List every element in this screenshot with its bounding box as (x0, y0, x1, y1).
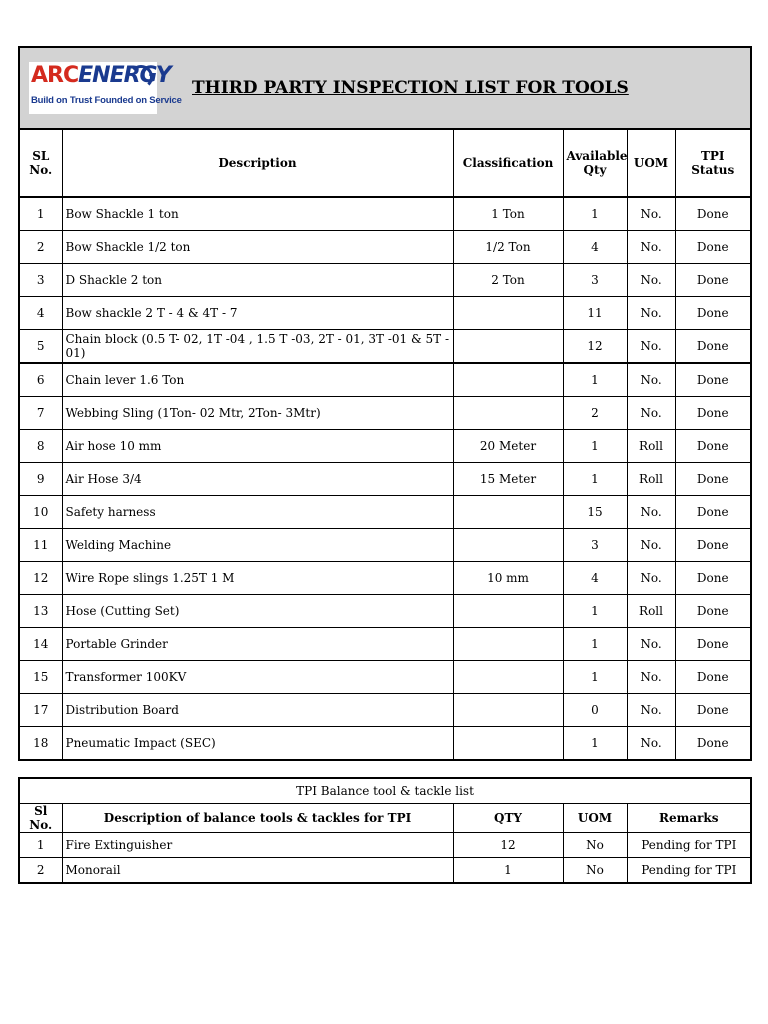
cell-status: Done (675, 529, 751, 562)
cell-qty: 11 (563, 297, 627, 330)
cell-sl: 18 (19, 727, 62, 761)
cell-classification (453, 727, 563, 761)
cell-qty: 4 (563, 231, 627, 264)
table-row (19, 529, 751, 562)
tpi-balance-table (18, 777, 752, 884)
cell-qty: 1 (563, 595, 627, 628)
cell-uom: No. (627, 694, 675, 727)
cell-qty: 1 (563, 363, 627, 397)
cell-description: Portable Grinder (62, 628, 453, 661)
cell-sl: 5 (19, 330, 62, 364)
cell-uom: Roll (627, 595, 675, 628)
col-description: Description (62, 129, 453, 197)
cell-uom: No (563, 858, 627, 884)
tpi-tools-table (18, 46, 752, 761)
cell-classification (453, 363, 563, 397)
cell-status: Done (675, 430, 751, 463)
cell-status: Done (675, 463, 751, 496)
col-qty: QTY (453, 804, 563, 833)
cell-uom: No. (627, 330, 675, 364)
cell-status: Done (675, 595, 751, 628)
col-uom: UOM (627, 129, 675, 197)
table-row (19, 833, 751, 858)
cell-status: Done (675, 727, 751, 761)
cell-sl: 8 (19, 430, 62, 463)
col-remarks: Remarks (627, 804, 751, 833)
cell-description: D Shackle 2 ton (62, 264, 453, 297)
cell-classification (453, 694, 563, 727)
cell-qty: 3 (563, 264, 627, 297)
cell-status: Done (675, 297, 751, 330)
cell-sl: 11 (19, 529, 62, 562)
cell-description: Air hose 10 mm (62, 430, 453, 463)
logo-swoosh-icon (129, 65, 153, 89)
arc-energy-logo: ARCENERGY Build on Trust Founded on Service (29, 62, 157, 114)
cell-classification (453, 496, 563, 529)
cell-uom: No (563, 833, 627, 858)
cell-status: Done (675, 197, 751, 231)
cell-description: Distribution Board (62, 694, 453, 727)
cell-description: Air Hose 3/4 (62, 463, 453, 496)
cell-remarks: Pending for TPI (627, 858, 751, 884)
cell-qty: 1 (563, 463, 627, 496)
table-row (19, 727, 751, 761)
cell-description: Hose (Cutting Set) (62, 595, 453, 628)
table-row (19, 430, 751, 463)
col-uom: UOM (563, 804, 627, 833)
cell-status: Done (675, 562, 751, 595)
cell-uom: No. (627, 496, 675, 529)
cell-sl: 10 (19, 496, 62, 529)
cell-status: Done (675, 628, 751, 661)
cell-uom: No. (627, 397, 675, 430)
table-row (19, 363, 751, 397)
table-row (19, 661, 751, 694)
cell-uom: Roll (627, 463, 675, 496)
cell-sl: 6 (19, 363, 62, 397)
cell-sl: 13 (19, 595, 62, 628)
cell-qty: 12 (563, 330, 627, 364)
cell-qty: 1 (563, 628, 627, 661)
cell-qty: 1 (563, 430, 627, 463)
table-row (19, 858, 751, 884)
cell-sl: 7 (19, 397, 62, 430)
cell-description: Chain block (0.5 T- 02, 1T -04 , 1.5 T -03, 2T - 01, 3T -01 & 5T - 01) (62, 330, 453, 364)
cell-uom: No. (627, 562, 675, 595)
cell-classification (453, 330, 563, 364)
column-header-row (19, 129, 751, 197)
table-row (19, 297, 751, 330)
cell-qty: 1 (453, 858, 563, 884)
cell-status: Done (675, 231, 751, 264)
cell-sl: 9 (19, 463, 62, 496)
cell-qty: 1 (563, 661, 627, 694)
col-tpi-status: TPI Status (675, 129, 751, 197)
table-row (19, 562, 751, 595)
table-row (19, 496, 751, 529)
cell-sl: 3 (19, 264, 62, 297)
cell-qty: 15 (563, 496, 627, 529)
table-row (19, 628, 751, 661)
table-row (19, 463, 751, 496)
cell-classification: 1/2 Ton (453, 231, 563, 264)
cell-status: Done (675, 363, 751, 397)
table-row (19, 397, 751, 430)
col-sl-no: SL No. (19, 129, 62, 197)
col-description: Description of balance tools & tackles for TPI (62, 804, 453, 833)
cell-qty: 0 (563, 694, 627, 727)
cell-uom: No. (627, 297, 675, 330)
cell-sl: 1 (19, 833, 62, 858)
cell-status: Done (675, 694, 751, 727)
col-classification: Classification (453, 129, 563, 197)
cell-uom: No. (627, 264, 675, 297)
cell-status: Done (675, 661, 751, 694)
cell-description: Chain lever 1.6 Ton (62, 363, 453, 397)
cell-description: Pneumatic Impact (SEC) (62, 727, 453, 761)
cell-status: Done (675, 496, 751, 529)
cell-sl: 1 (19, 197, 62, 231)
cell-uom: No. (627, 628, 675, 661)
col-sl-no: Sl No. (19, 804, 62, 833)
cell-sl: 2 (19, 231, 62, 264)
cell-uom: Roll (627, 430, 675, 463)
cell-classification: 2 Ton (453, 264, 563, 297)
cell-uom: No. (627, 727, 675, 761)
cell-classification (453, 297, 563, 330)
cell-uom: No. (627, 231, 675, 264)
cell-classification (453, 397, 563, 430)
table-row (19, 197, 751, 231)
cell-description: Fire Extinguisher (62, 833, 453, 858)
cell-classification: 20 Meter (453, 430, 563, 463)
cell-classification (453, 529, 563, 562)
cell-description: Webbing Sling (1Ton- 02 Mtr, 2Ton- 3Mtr) (62, 397, 453, 430)
table-row (19, 694, 751, 727)
cell-uom: No. (627, 363, 675, 397)
table-row (19, 595, 751, 628)
cell-sl: 14 (19, 628, 62, 661)
cell-status: Done (675, 330, 751, 364)
title-banner (19, 47, 751, 129)
page-title: THIRD PARTY INSPECTION LIST FOR TOOLS (192, 78, 629, 98)
cell-sl: 12 (19, 562, 62, 595)
cell-remarks: Pending for TPI (627, 833, 751, 858)
cell-qty: 12 (453, 833, 563, 858)
cell-qty: 1 (563, 197, 627, 231)
cell-qty: 3 (563, 529, 627, 562)
cell-description: Wire Rope slings 1.25T 1 M (62, 562, 453, 595)
col-available-qty: Available Qty (563, 129, 627, 197)
cell-uom: No. (627, 197, 675, 231)
cell-sl: 15 (19, 661, 62, 694)
cell-qty: 4 (563, 562, 627, 595)
table-row (19, 231, 751, 264)
cell-qty: 1 (563, 727, 627, 761)
cell-sl: 4 (19, 297, 62, 330)
cell-description: Safety harness (62, 496, 453, 529)
cell-classification (453, 661, 563, 694)
cell-sl: 17 (19, 694, 62, 727)
table-row (19, 330, 751, 364)
cell-status: Done (675, 264, 751, 297)
cell-classification (453, 595, 563, 628)
cell-classification (453, 628, 563, 661)
cell-description: Transformer 100KV (62, 661, 453, 694)
cell-description: Bow Shackle 1/2 ton (62, 231, 453, 264)
balance-title: TPI Balance tool & tackle list (19, 778, 751, 804)
cell-classification: 10 mm (453, 562, 563, 595)
cell-uom: No. (627, 661, 675, 694)
cell-description: Welding Machine (62, 529, 453, 562)
table-row (19, 264, 751, 297)
cell-status: Done (675, 397, 751, 430)
cell-description: Bow Shackle 1 ton (62, 197, 453, 231)
cell-classification: 15 Meter (453, 463, 563, 496)
cell-sl: 2 (19, 858, 62, 884)
cell-qty: 2 (563, 397, 627, 430)
cell-uom: No. (627, 529, 675, 562)
cell-description: Bow shackle 2 T - 4 & 4T - 7 (62, 297, 453, 330)
cell-description: Monorail (62, 858, 453, 884)
cell-classification: 1 Ton (453, 197, 563, 231)
